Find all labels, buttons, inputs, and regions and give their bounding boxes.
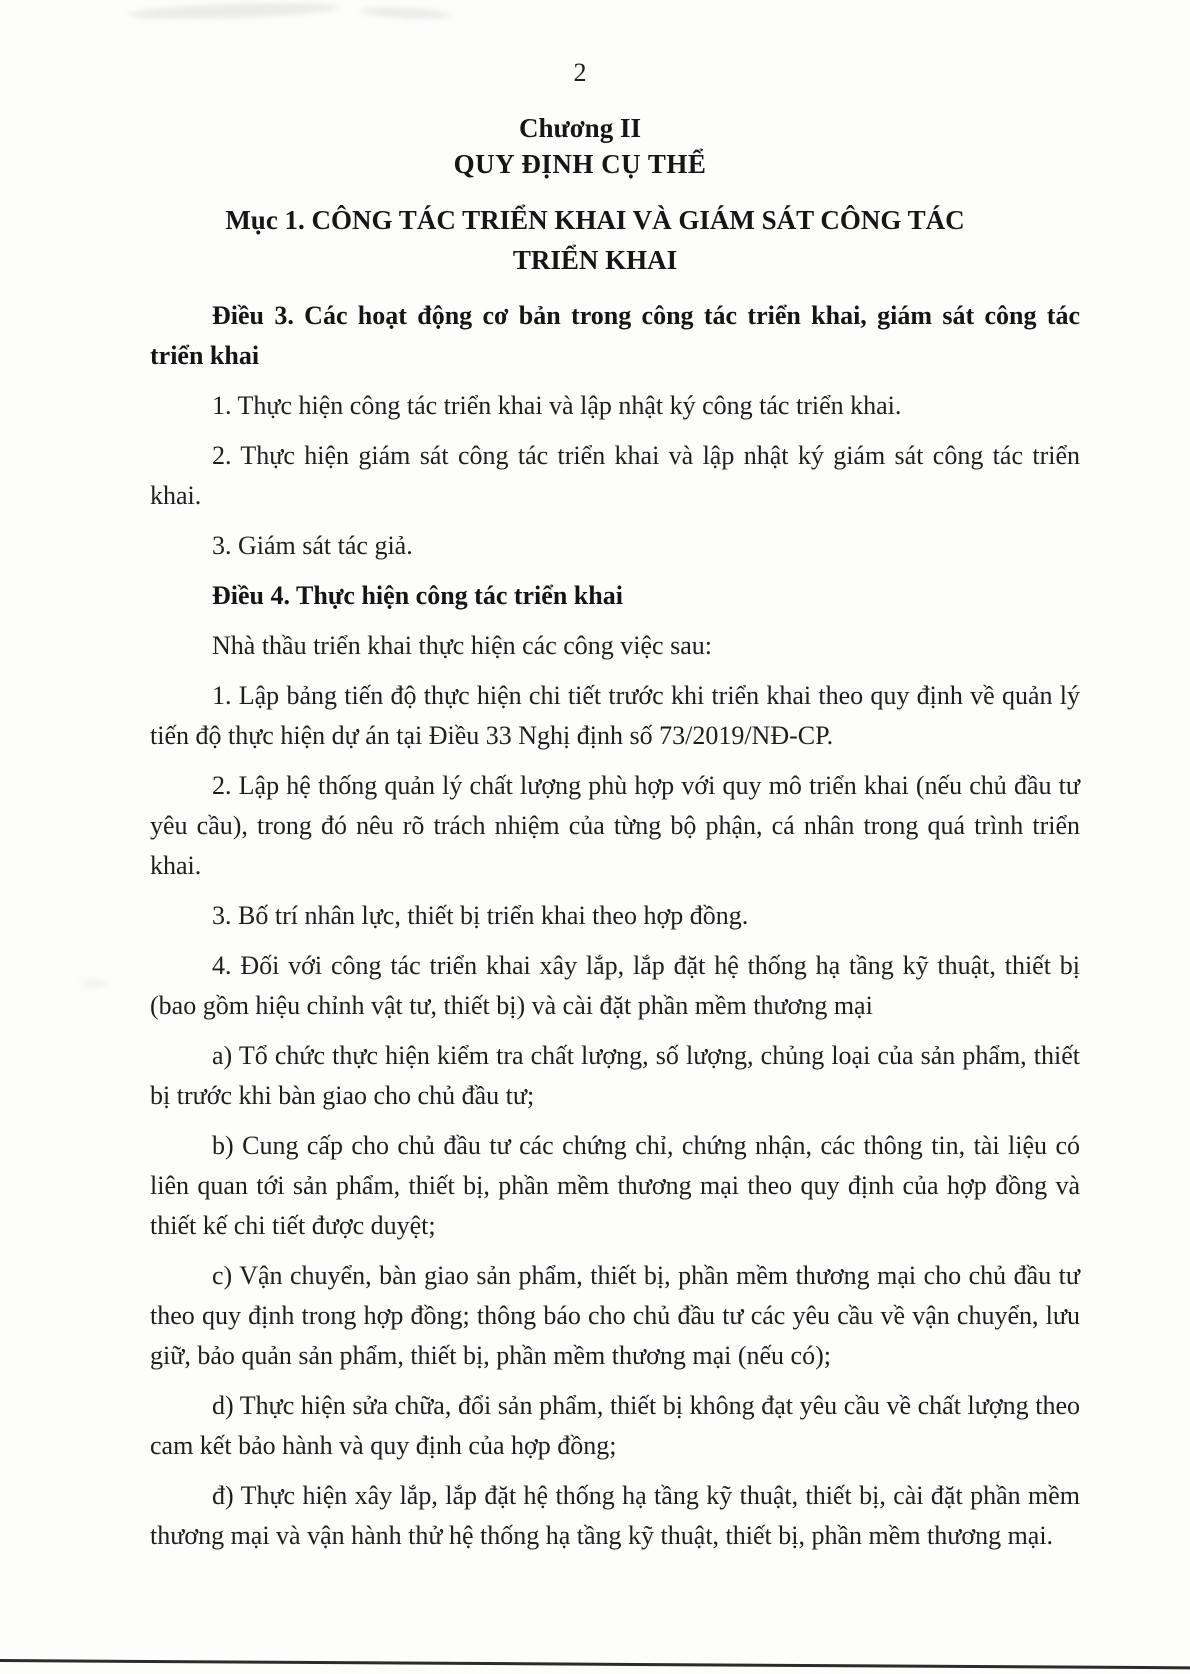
scan-smudge-artifact: [128, 0, 338, 21]
article-4-point-d: d) Thực hiện sửa chữa, đổi sản phẩm, thiết bị không đạt yêu cầu về chất lượng theo cam kết bảo hành và quy định của hợp đồng;: [150, 1391, 1080, 1460]
scan-smudge-artifact: [360, 6, 450, 21]
article-4-clause-3: 3. Bố trí nhân lực, thiết bị triển khai theo hợp đồng.: [212, 901, 749, 930]
article-4-clause-4: 4. Đối với công tác triển khai xây lắp, lắp đặt hệ thống hạ tầng kỹ thuật, thiết bị (bao gồm hiệu chỉnh vật tư, thiết bị) và cài đặt phần mềm thương mại: [150, 951, 1080, 1020]
page-number: 2: [573, 58, 587, 87]
article-4-point-c: c) Vận chuyển, bàn giao sản phẩm, thiết bị, phần mềm thương mại cho chủ đầu tư theo quy định trong hợp đồng; thông báo cho chủ đầu tư các yêu cầu về vận chuyển, lưu giữ, bảo quản sản phẩm, thiết bị, phần mềm thương mại (nếu có);: [150, 1261, 1080, 1370]
scan-smudge-artifact: [80, 980, 106, 987]
section-heading: Mục 1. CÔNG TÁC TRIỂN KHAI VÀ GIÁM SÁT CÔNG TÁC TRIỂN KHAI: [225, 205, 965, 275]
article-3-heading: Điều 3. Các hoạt động cơ bản trong công tác triển khai, giám sát công tác triển khai: [150, 301, 1080, 370]
article-4-point-a: a) Tổ chức thực hiện kiểm tra chất lượng, số lượng, chủng loại của sản phẩm, thiết bị trước khi bàn giao cho chủ đầu tư;: [150, 1041, 1080, 1110]
article-4-point-b: b) Cung cấp cho chủ đầu tư các chứng chỉ, chứng nhận, các thông tin, tài liệu có liên quan tới sản phẩm, thiết bị, phần mềm thương mại theo quy định của hợp đồng và thiết kế chi tiết được duyệt;: [150, 1131, 1080, 1240]
document-body: [150, 296, 1080, 1556]
chapter-title: QUY ĐỊNH CỤ THỂ: [453, 149, 707, 179]
article-4-clause-1: 1. Lập bảng tiến độ thực hiện chi tiết trước khi triển khai theo quy định về quản lý tiến độ thực hiện dự án tại Điều 33 Nghị định số 73/2019/NĐ-CP.: [150, 681, 1080, 750]
article-4-clause-2: 2. Lập hệ thống quản lý chất lượng phù hợp với quy mô triển khai (nếu chủ đầu tư yêu cầu), trong đó nêu rõ trách nhiệm của từng bộ phận, cá nhân trong quá trình triển khai.: [150, 771, 1080, 880]
chapter-label: Chương II: [519, 113, 641, 143]
article-3-clause-1: 1. Thực hiện công tác triển khai và lập nhật ký công tác triển khai.: [212, 391, 902, 420]
article-4-intro: Nhà thầu triển khai thực hiện các công việc sau:: [212, 631, 712, 660]
article-3-clause-2: 2. Thực hiện giám sát công tác triển khai và lập nhật ký giám sát công tác triển khai.: [150, 441, 1080, 510]
article-4-heading: Điều 4. Thực hiện công tác triển khai: [212, 581, 623, 610]
article-3-clause-3: 3. Giám sát tác giả.: [212, 531, 413, 560]
bottom-scan-line-artifact: [0, 1659, 1190, 1669]
article-4-point-dd: đ) Thực hiện xây lắp, lắp đặt hệ thống hạ tầng kỹ thuật, thiết bị, cài đặt phần mềm thương mại và vận hành thử hệ thống hạ tầng kỹ thuật, thiết bị, phần mềm thương mại.: [150, 1481, 1080, 1550]
